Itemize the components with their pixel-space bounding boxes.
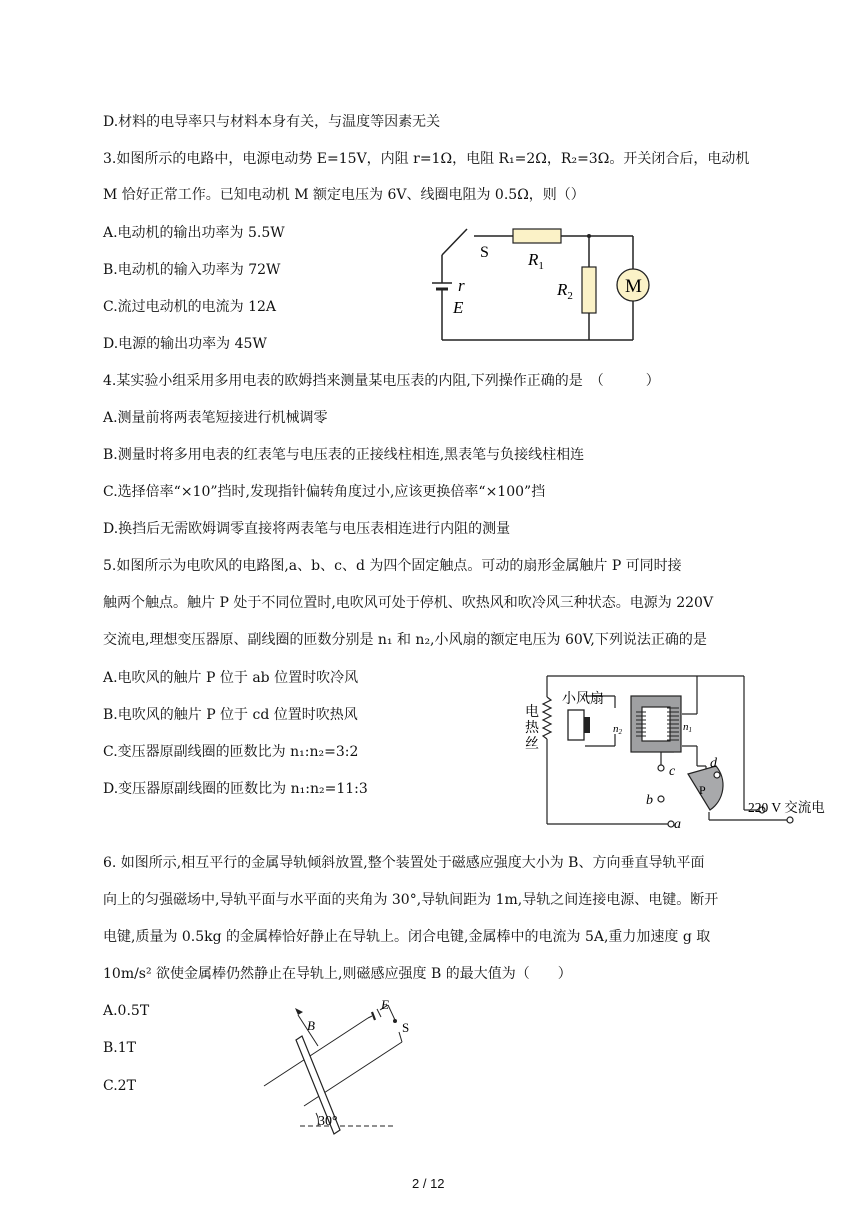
q3-circuit-diagram [425,215,660,350]
q6-inclined-rails-diagram [260,1000,410,1135]
q5-contact-b: b [646,793,653,808]
q5-stem-line2: 触两个触点。触片 P 处于不同位置时,电吹风可处于停机、吹热风和吹冷风三种状态。电源为 220V [103,595,714,611]
q3-emf-label: E [453,298,464,317]
svg-text:n1 [683,721,692,734]
q6-option-b: B.1T [103,1040,136,1056]
q3-internal-resistance-label: r [458,276,465,295]
q4-option-c: C.选择倍率“×10”挡时,发现指针偏转角度过小,应该更换倍率“×100”挡 [103,484,546,500]
q6-stem-line1: 6. 如图所示,相互平行的金属导轨倾斜放置,整个装置处于磁感应强度大小为 B、方向垂直导轨平面 [103,855,705,871]
q3-stem-line1: 3.如图所示的电路中，电源电动势 E=15V，内阻 r=1Ω，电阻 R₁=2Ω，R₂=3Ω。开关闭合后，电动机 [103,151,750,167]
q5-stem-line3: 交流电,理想变压器原、副线圈的匝数分别是 n₁ 和 n₂,小风扇的额定电压为 60V,下列说法正确的是 [103,632,707,648]
q5-n1-label: n [683,721,689,733]
q5-n1-subscript: 1 [688,726,692,734]
q3-stem-line2: M 恰好正常工作。已知电动机 M 额定电压为 6V、线圈电阻为 0.5Ω，则（） [103,187,585,203]
q5-contact-d: d [710,756,717,771]
q3-motor-label: M [625,276,642,297]
q3-option-b: B.电动机的输入功率为 72W [103,262,281,278]
q4-option-b: B.测量时将多用电表的红表笔与电压表的正接线柱相连,黑表笔与负接线柱相连 [103,447,585,463]
q5-hair-dryer-circuit [518,672,844,832]
q5-stem-line1: 5.如图所示为电吹风的电路图,a、b、c、d 为四个固定触点。可动的扇形金属触片 P 可同时接 [103,558,682,574]
q6-e-label: E [381,1000,389,1012]
q3-r2-subscript: 2 [567,290,573,302]
q3-r1-subscript: 1 [538,260,544,272]
q3-switch-label: S [480,244,489,261]
q6-b-label: B [307,1018,315,1033]
page-number: 2 / 12 [412,1176,445,1191]
q6-option-a: A.0.5T [103,1003,150,1019]
q4-option-a: A.测量前将两表笔短接进行机械调零 [103,410,328,426]
q5-option-b: B.电吹风的触片 P 位于 cd 位置时吹热风 [103,707,358,723]
q3-option-a: A.电动机的输出功率为 5.5W [103,225,285,241]
q6-stem-line3: 电键,质量为 0.5kg 的金属棒恰好静止在导轨上。闭合电键,金属棒中的电流为 5A,重力加速度 g 取 [103,929,711,945]
q3-option-d: D.电源的输出功率为 45W [103,336,267,352]
q6-stem-line4: 10m/s² 欲使金属棒仍然静止在导轨上,则磁感应强度 B 的最大值为（ ） [103,966,572,982]
q4-stem: 4.某实验小组采用多用电表的欧姆挡来测量某电压表的内阻,下列操作正确的是 （ ） [103,373,660,389]
q6-option-c: C.2T [103,1078,136,1094]
q5-option-a: A.电吹风的触片 P 位于 ab 位置时吹冷风 [103,670,359,686]
q3-option-c: C.流过电动机的电流为 12A [103,299,277,315]
q3-r2-label: R [557,280,568,299]
q5-n2-subscript: 2 [618,728,622,736]
q5-option-c: C.变压器原副线圈的匝数比为 n₁:n₂=3:2 [103,744,359,760]
q5-n2-label: n [613,723,619,735]
q5-contact-a: a [674,817,681,832]
q5-option-d: D.变压器原副线圈的匝数比为 n₁:n₂=11:3 [103,781,368,797]
q6-stem-line2: 向上的匀强磁场中,导轨平面与水平面的夹角为 30°,导轨间距为 1m,导轨之间连接电源、电键。断开 [103,892,719,908]
svg-text:R2 [556,280,573,302]
svg-text:n2 [613,723,623,736]
q5-contact-c: c [669,764,676,779]
q5-heater-label-3: 丝 [525,737,539,752]
q6-angle-label: 30° [318,1114,338,1129]
q5-heater-label-1: 电 [525,705,539,720]
q5-supply-label: 220 V 交流电 [748,800,825,815]
q3-r1-label: R [528,250,539,269]
q5-heater-label-2: 热 [525,721,539,736]
q5-fan-label: 小风扇 [562,692,604,707]
q5-contact-p: P [699,783,706,797]
q6-s-label: S [402,1020,410,1035]
svg-text:R1 [527,250,544,272]
q4-option-d: D.换挡后无需欧姆调零直接将两表笔与电压表相连进行内阻的测量 [103,521,511,537]
q2-option-d: D.材料的电导率只与材料本身有关，与温度等因素无关 [103,114,441,130]
